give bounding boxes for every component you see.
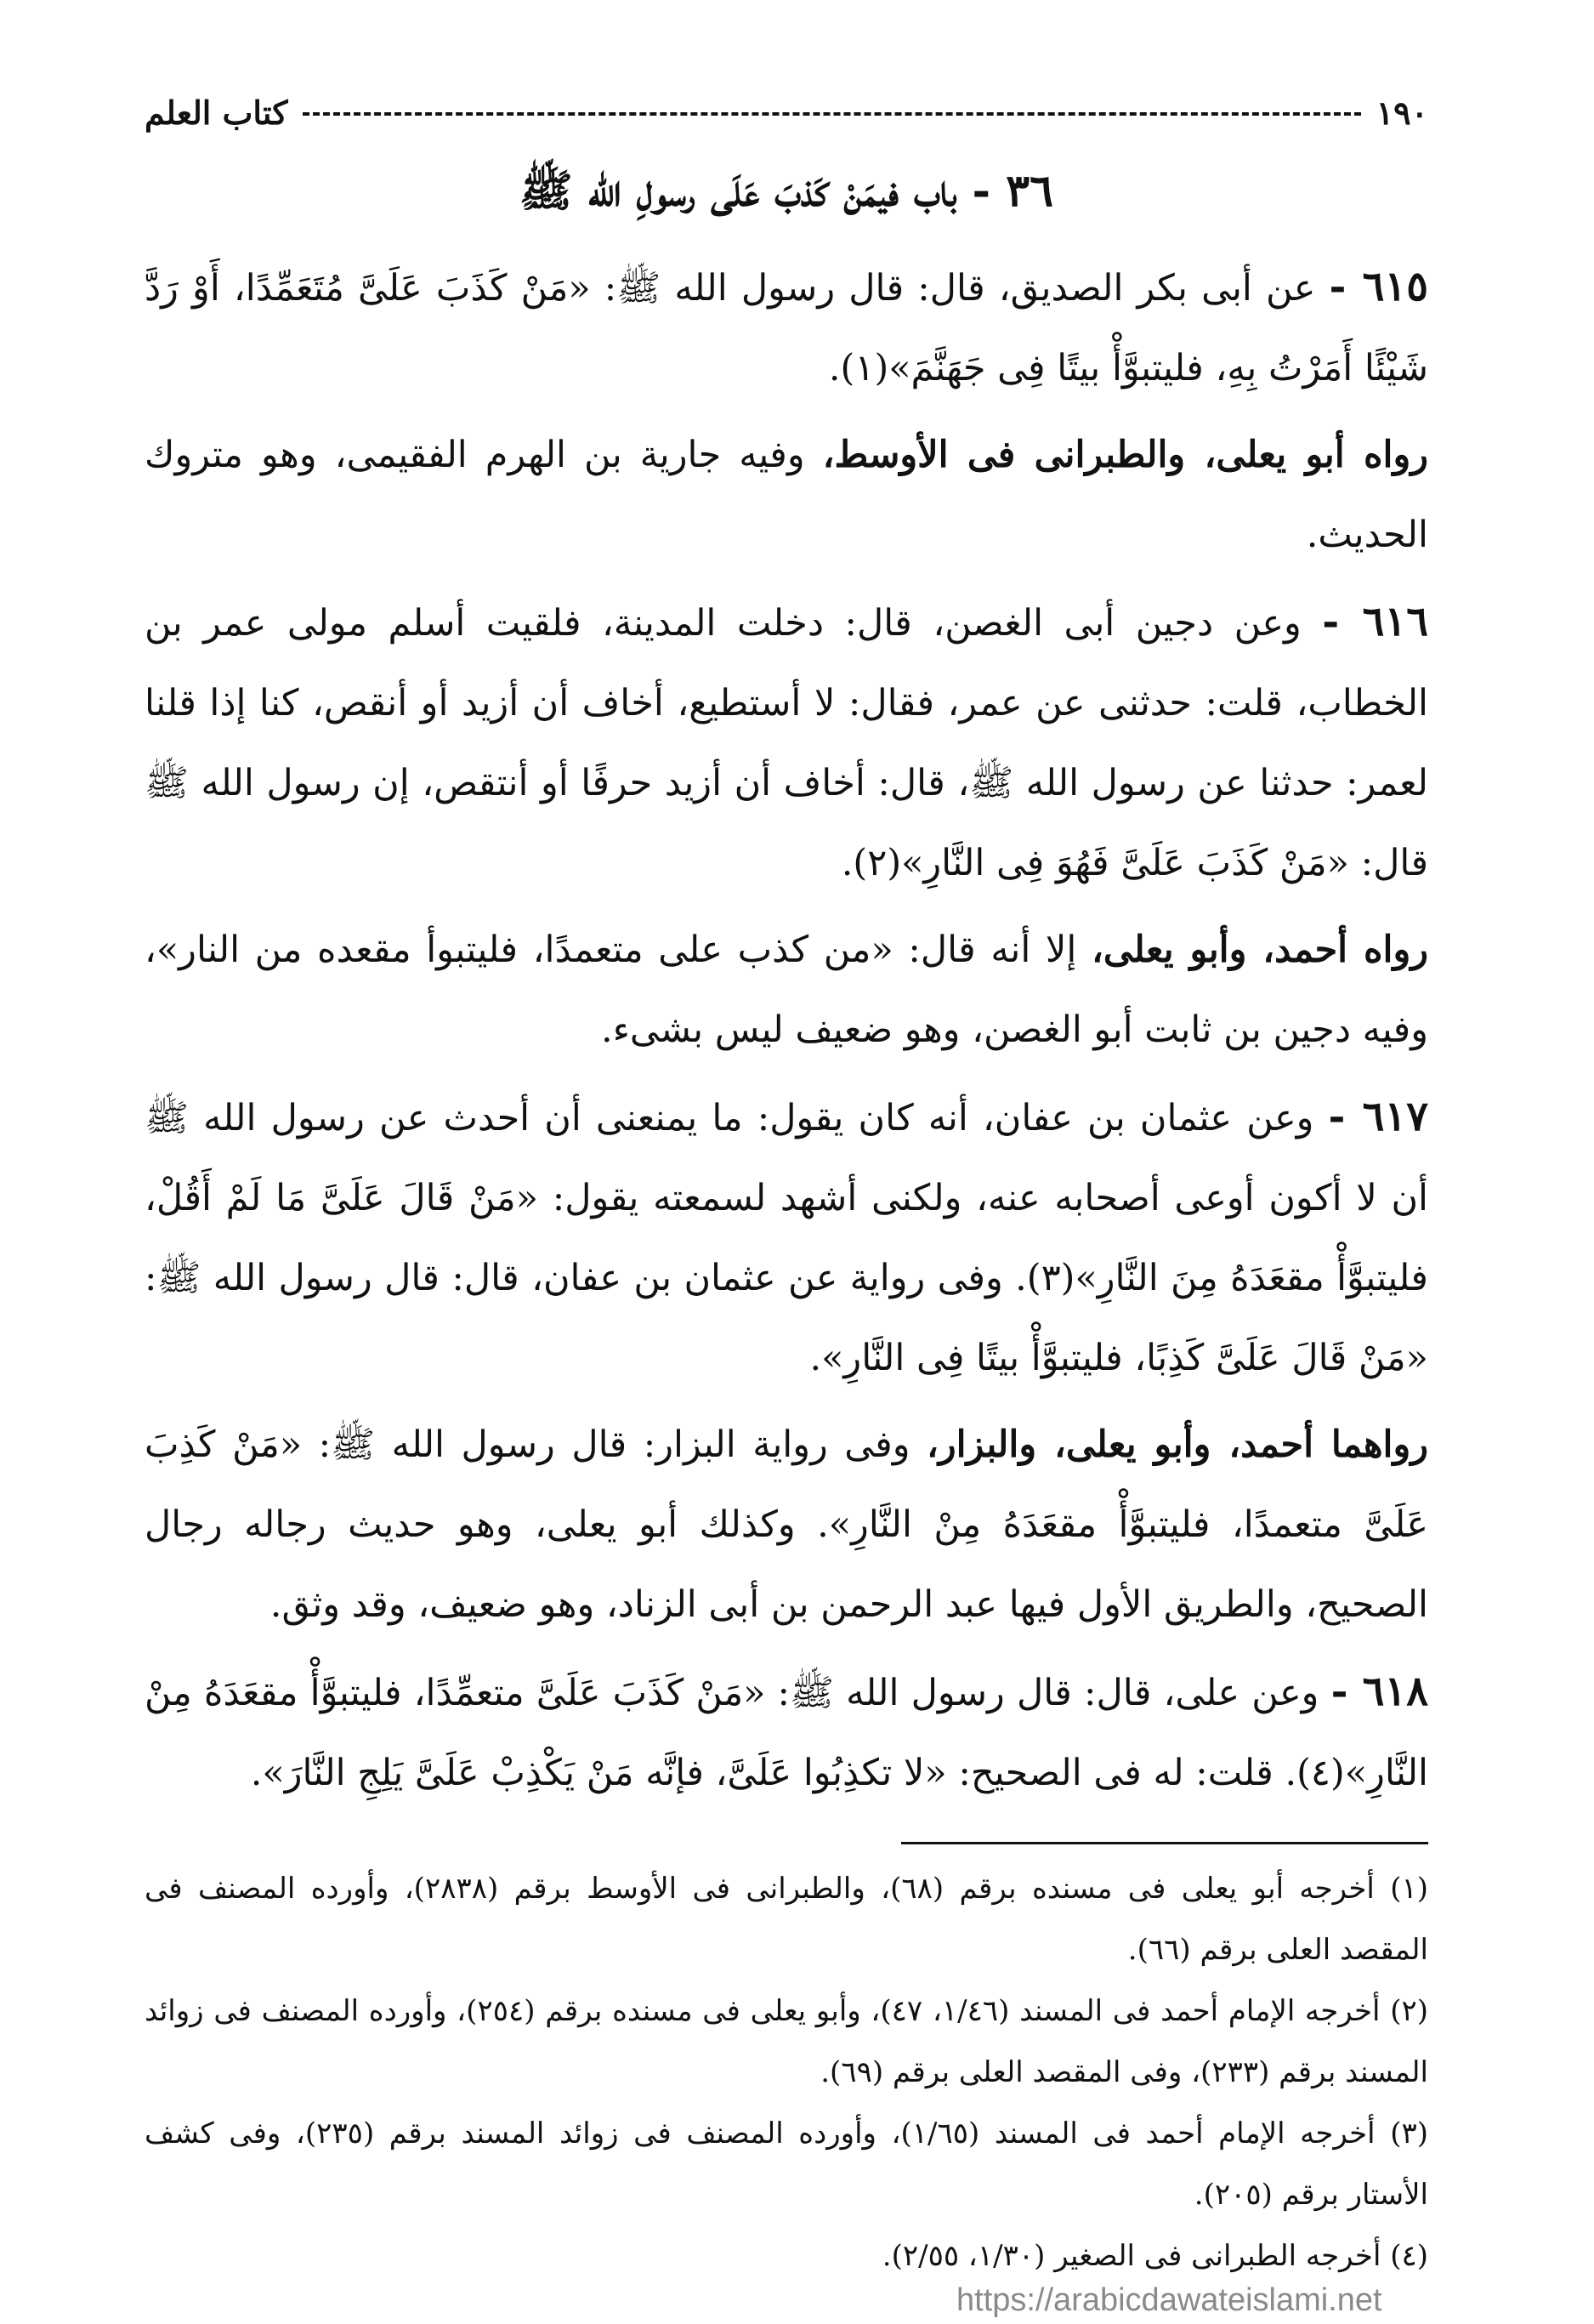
hadith-number: ٦١٧ - [1328,1093,1428,1140]
footnote-2: (٢) أخرجه الإمام أحمد فى المسند (١/٤٦، ٤٧)، وأبو يعلى فى مسنده برقم (٢٥٤)، وأورده المصنف فى زوائد المسند برقم (٢٣٣)، وفى المقصد العلى برقم (٦٩). [145,1994,1429,2089]
running-header [145,94,1428,132]
footnote-separator [901,1842,1428,1844]
footnote-4: (٤) أخرجه الطبرانى فى الصغير (١/٣٠، ٢/٥٥). [882,2239,1428,2273]
hadith-text: وعن عثمان بن عفان، أنه كان يقول: ما يمنعنى أن أحدث عن رسول الله ﷺ أن لا أكون أوعى أصحابه عنه، ولكنى أشهد لسمعته يقول: «مَنْ قَالَ عَلَىَّ مَا لَمْ أَقُلْ، فليتبوَّأْ مقعَدَهُ مِنَ النَّارِ»(٣). وفى رواية عن عثمان بن عفان، قال: قال رسول الله ﷺ: «مَنْ قَالَ عَلَىَّ كَذِبًا، فليتبوَّأْ بيتًا فِى النَّارِ». [145,1097,1428,1379]
hadith-text: وعن على، قال: قال رسول الله ﷺ: «مَنْ كَذَبَ عَلَىَّ متعمِّدًا، فليتبوَّأْ مقعَدَهُ مِنْ النَّارِ»(٤). قلت: له فى الصحيح: «لا تكذِبُوا عَلَىَّ، فإنَّه مَنْ يَكْذِبْ عَلَىَّ يَلِجِ النَّارَ». [145,1672,1428,1794]
note-text: إلا أنه قال: «من كذب على متعمدًا، فليتبوأ مقعده من النار»، وفيه دجين بن ثابت أبو الغصن، وهو ضعيف ليس بشىء. [145,929,1428,1051]
hadith-617 [145,1077,1428,1398]
page-number: ١٩٠ [1376,94,1428,132]
hadith-number: ٦١٦ - [1322,598,1428,645]
hadith-text: وعن دجين أبى الغصن، قال: دخلت المدينة، فلقيت أسلم مولى عمر بن الخطاب، قلت: حدثنى عن عمر، فقال: لا أستطيع، أخاف أن أزيد أو أنقص، كنا إذا قلنا لعمر: حدثنا عن رسول الله ﷺ، قال: أخاف أن أزيد حرفًا أو أنتقص، إن رسول الله ﷺ قال: «مَنْ كَذَبَ عَلَىَّ فَهُوَ فِى النَّارِ»(٢). [145,602,1428,884]
footnote-3: (٣) أخرجه الإمام أحمد فى المسند (١/٦٥)، وأورده المصنف فى زوائد المسند برقم (٢٣٥)، وفى كشف الأستار برقم (٢٠٥). [145,2117,1429,2212]
footnote-1: (١) أخرجه أبو يعلى فى مسنده برقم (٦٨)، والطبرانى فى الأوسط برقم (٢٨٣٨)، وأورده المصنف فى المقصد العلى برقم (٦٦). [145,1872,1429,1967]
header-dashes [303,112,1360,116]
note-source: رواه أحمد، وأبو يعلى، [1091,929,1428,971]
note-source: رواهما أحمد، وأبو يعلى، والبزار، [927,1423,1429,1466]
hadith-number: ٦١٨ - [1330,1668,1429,1715]
hadith-616 [145,582,1428,903]
note-text: وفيه جارية بن الهرم الفقيمى، وهو متروك الحديث. [145,434,1428,556]
hadith-617-note [145,1405,1428,1645]
hadith-618 [145,1651,1428,1813]
chapter-title: ٣٦ - باب فيمَنْ كَذبَ عَلَى رسولِ الله ﷺ [519,165,1054,217]
page [145,94,1428,2287]
note-text: وفى رواية البزار: قال رسول الله ﷺ: «مَنْ كَذِبَ عَلَىَّ متعمدًا، فليتبوَّأْ مقعَدَهُ مِنْ النَّارِ». وكذلك أبو يعلى، وهو حديث رجاله رجال الصحيح، والطريق الأول فيها عبد الرحمن بن أبى الزناد، وهو ضعيف، وقد وثق. [145,1423,1428,1626]
hadith-616-note [145,910,1428,1070]
hadith-615 [145,247,1428,408]
hadith-615-note [145,415,1428,575]
note-source: رواه أبو يعلى، والطبرانى فى الأوسط، [822,434,1428,476]
watermark-url: https://arabicdawateislami.net [956,2282,1382,2318]
hadith-text: عن أبى بكر الصديق، قال: قال رسول الله ﷺ: «مَنْ كَذَبَ عَلَىَّ مُتَعَمِّدًا، أَوْ رَدَّ شَيْئًا أَمَرْتُ بِهِ، فليتبوَّأْ بيتًا فِى جَهَنَّمَ»(١). [145,267,1428,389]
book-title: كتاب العلم [145,94,288,132]
hadith-number: ٦١٥ - [1329,263,1428,310]
